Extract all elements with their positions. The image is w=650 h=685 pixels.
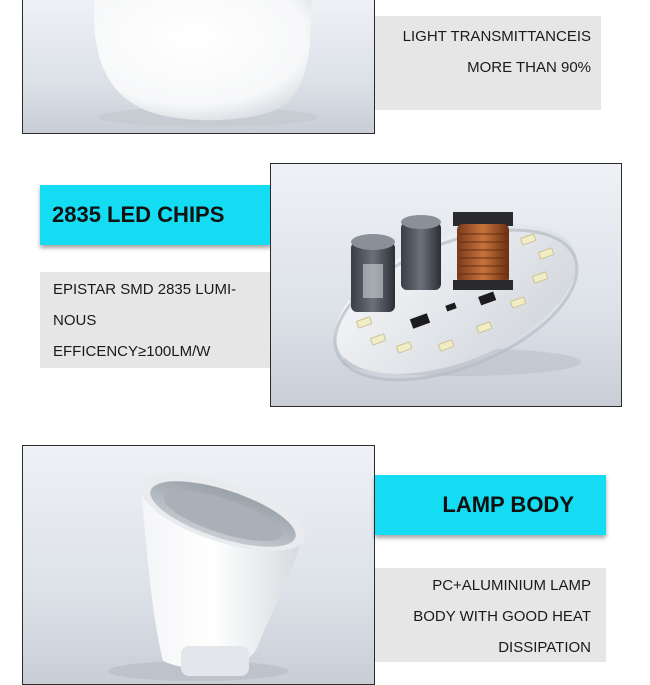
section-title: 2835 LED CHIPS — [52, 202, 225, 227]
description-line: BODY WITH GOOD HEAT — [413, 608, 591, 625]
description-line: DISSIPATION — [498, 639, 591, 656]
led-chips-description — [40, 272, 271, 368]
section-title-bar — [40, 185, 271, 245]
description-line: EFFICENCY≥100LM/W — [53, 343, 211, 360]
bulb-cover-image — [23, 0, 375, 134]
lamp-body-description — [375, 568, 606, 662]
section-title: LAMP BODY — [442, 492, 574, 517]
bulb-cover-panel — [22, 0, 375, 134]
lamp-body-image — [23, 446, 375, 685]
description-line: LIGHT TRANSMITTANCEIS — [402, 28, 591, 45]
section-title-bar — [375, 475, 606, 535]
lamp-body-panel — [22, 445, 375, 685]
led-driver-board-image — [271, 164, 622, 407]
description-line: EPISTAR SMD 2835 LUMI- — [53, 281, 237, 298]
led-board-panel — [270, 163, 622, 407]
bulb-cover-description — [375, 16, 601, 110]
description-line: PC+ALUMINIUM LAMP — [432, 577, 591, 594]
description-line: NOUS — [53, 312, 97, 329]
description-line: MORE THAN 90% — [467, 59, 591, 76]
